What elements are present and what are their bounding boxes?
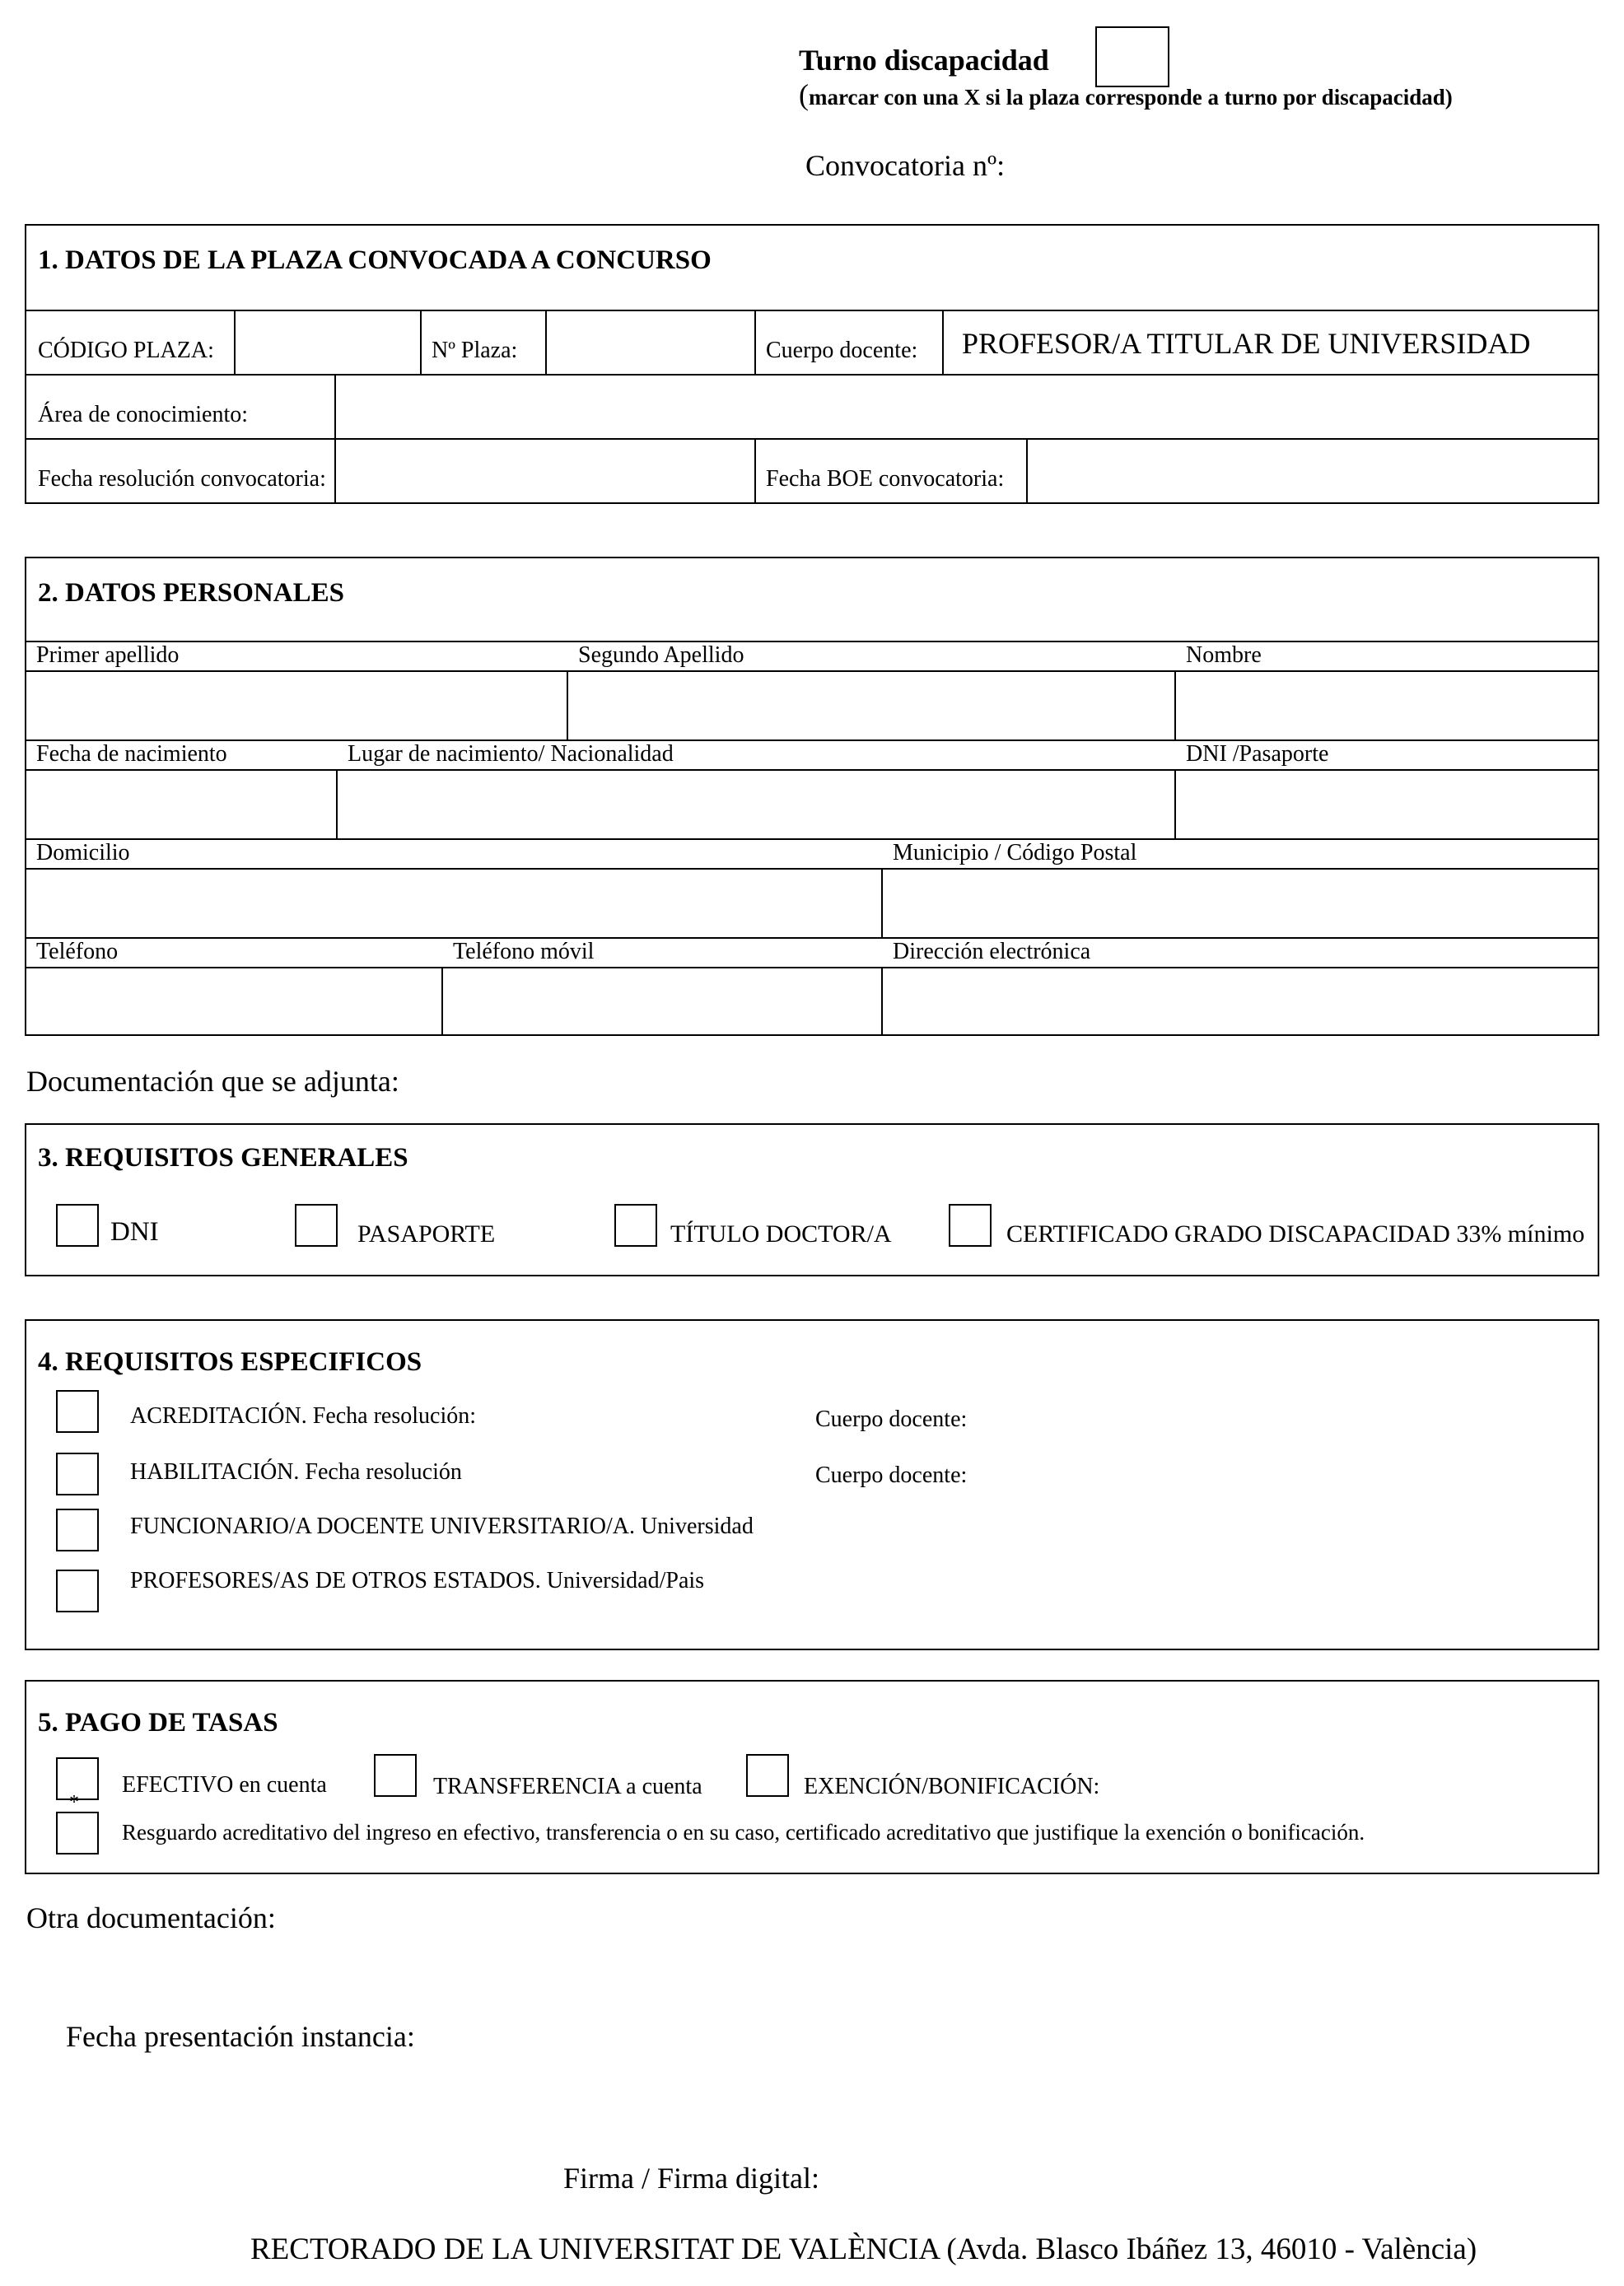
exencion-checkbox[interactable] <box>746 1754 789 1797</box>
fecha-nacimiento-label: Fecha de nacimiento <box>36 741 227 767</box>
resguardo-label: Resguardo acreditativo del ingreso en efectivo, transferencia o en su caso, certificado acreditativo que justifique la exención o bonificación. <box>122 1820 1365 1845</box>
efectivo-label: EFECTIVO en cuenta <box>122 1772 327 1798</box>
dni-pasaporte-field[interactable] <box>1178 772 1596 837</box>
section-3-title: 3. REQUISITOS GENERALES <box>38 1143 408 1173</box>
fecha-resolucion-field[interactable] <box>338 441 753 501</box>
fecha-boe-label: Fecha BOE convocatoria: <box>766 466 1005 492</box>
dni-label: DNI <box>110 1217 159 1247</box>
direccion-electronica-field[interactable] <box>884 970 1596 1034</box>
area-conocimiento-field[interactable] <box>338 377 1596 436</box>
cuerpo-docente-label: Cuerpo docente: <box>766 338 918 363</box>
n-plaza-field[interactable] <box>548 313 753 372</box>
certificado-label: CERTIFICADO GRADO DISCAPACIDAD 33% mínimo <box>1006 1220 1585 1248</box>
section-4-title: 4. REQUISITOS ESPECIFICOS <box>38 1347 422 1377</box>
otra-documentacion-label: Otra documentación: <box>26 1901 276 1934</box>
turno-discapacidad-title: Turno discapacidad <box>799 44 1049 77</box>
municipio-label: Municipio / Código Postal <box>893 840 1137 865</box>
segundo-apellido-field[interactable] <box>570 674 1173 738</box>
titulo-doctor-label: TÍTULO DOCTOR/A <box>670 1220 892 1248</box>
nombre-field[interactable] <box>1178 674 1596 738</box>
n-plaza-label: Nº Plaza: <box>432 338 518 363</box>
firma-label: Firma / Firma digital: <box>563 2162 819 2195</box>
municipio-field[interactable] <box>884 871 1596 935</box>
pasaporte-checkbox[interactable] <box>295 1204 338 1247</box>
resguardo-checkbox[interactable] <box>56 1812 99 1854</box>
certificado-checkbox[interactable] <box>949 1204 992 1247</box>
domicilio-label: Domicilio <box>36 840 130 865</box>
turno-note-text: marcar con una X si la plaza corresponde a turno por discapacidad) <box>809 85 1453 110</box>
footer-address: RECTORADO DE LA UNIVERSITAT DE VALÈNCIA (Avda. Blasco Ibáñez 13, 46010 - València) <box>250 2232 1477 2266</box>
transferencia-checkbox[interactable] <box>374 1754 417 1797</box>
exencion-label: EXENCIÓN/BONIFICACIÓN: <box>804 1774 1100 1799</box>
nombre-label: Nombre <box>1186 642 1262 668</box>
domicilio-field[interactable] <box>28 871 880 935</box>
cuerpo-docente-2-label: Cuerpo docente: <box>815 1463 968 1488</box>
transferencia-label: TRANSFERENCIA a cuenta <box>433 1774 702 1799</box>
telefono-field[interactable] <box>28 970 440 1034</box>
direccion-electronica-label: Dirección electrónica <box>893 939 1091 964</box>
documentacion-label: Documentación que se adjunta: <box>26 1065 399 1098</box>
segundo-apellido-label: Segundo Apellido <box>578 642 744 668</box>
telefono-label: Teléfono <box>36 939 119 964</box>
resguardo-asterisk: * <box>69 1792 79 1813</box>
area-conocimiento-label: Área de conocimiento: <box>38 402 249 427</box>
codigo-plaza-field[interactable] <box>237 313 418 372</box>
fecha-presentacion-label: Fecha presentación instancia: <box>66 2020 415 2053</box>
dni-checkbox[interactable] <box>56 1204 99 1247</box>
funcionario-checkbox[interactable] <box>56 1509 99 1551</box>
habilitacion-label: HABILITACIÓN. Fecha resolución <box>130 1459 462 1485</box>
fecha-nacimiento-field[interactable] <box>28 772 334 837</box>
telefono-movil-label: Teléfono móvil <box>453 939 595 964</box>
section-5-title: 5. PAGO DE TASAS <box>38 1708 278 1738</box>
cuerpo-docente-1-label: Cuerpo docente: <box>815 1407 968 1432</box>
section-2-title: 2. DATOS PERSONALES <box>38 578 344 608</box>
funcionario-label: FUNCIONARIO/A DOCENTE UNIVERSITARIO/A. Universidad <box>130 1514 754 1539</box>
profesores-otros-estados-checkbox[interactable] <box>56 1570 99 1612</box>
lugar-nacimiento-label: Lugar de nacimiento/ Nacionalidad <box>348 741 674 767</box>
profesores-otros-estados-label: PROFESORES/AS DE OTROS ESTADOS. Universidad/Pais <box>130 1568 705 1593</box>
convocatoria-label: Convocatoria nº: <box>805 149 1006 182</box>
titulo-doctor-checkbox[interactable] <box>614 1204 657 1247</box>
section-1-title: 1. DATOS DE LA PLAZA CONVOCADA A CONCURSO <box>38 245 712 275</box>
fecha-resolucion-label: Fecha resolución convocatoria: <box>38 466 326 492</box>
fecha-boe-field[interactable] <box>1029 441 1596 501</box>
turno-discapacidad-note <box>799 77 1453 112</box>
acreditacion-label: ACREDITACIÓN. Fecha resolución: <box>130 1403 477 1429</box>
dni-pasaporte-label: DNI /Pasaporte <box>1186 741 1329 767</box>
acreditacion-checkbox[interactable] <box>56 1390 99 1433</box>
primer-apellido-field[interactable] <box>28 674 565 738</box>
cuerpo-docente-value: PROFESOR/A TITULAR DE UNIVERSIDAD <box>962 327 1531 360</box>
turno-note-paren: ( <box>799 78 809 111</box>
codigo-plaza-label: CÓDIGO PLAZA: <box>38 338 214 363</box>
lugar-nacimiento-field[interactable] <box>339 772 1173 837</box>
telefono-movil-field[interactable] <box>445 970 880 1034</box>
habilitacion-checkbox[interactable] <box>56 1453 99 1495</box>
pasaporte-label: PASAPORTE <box>357 1220 496 1248</box>
primer-apellido-label: Primer apellido <box>36 642 180 668</box>
